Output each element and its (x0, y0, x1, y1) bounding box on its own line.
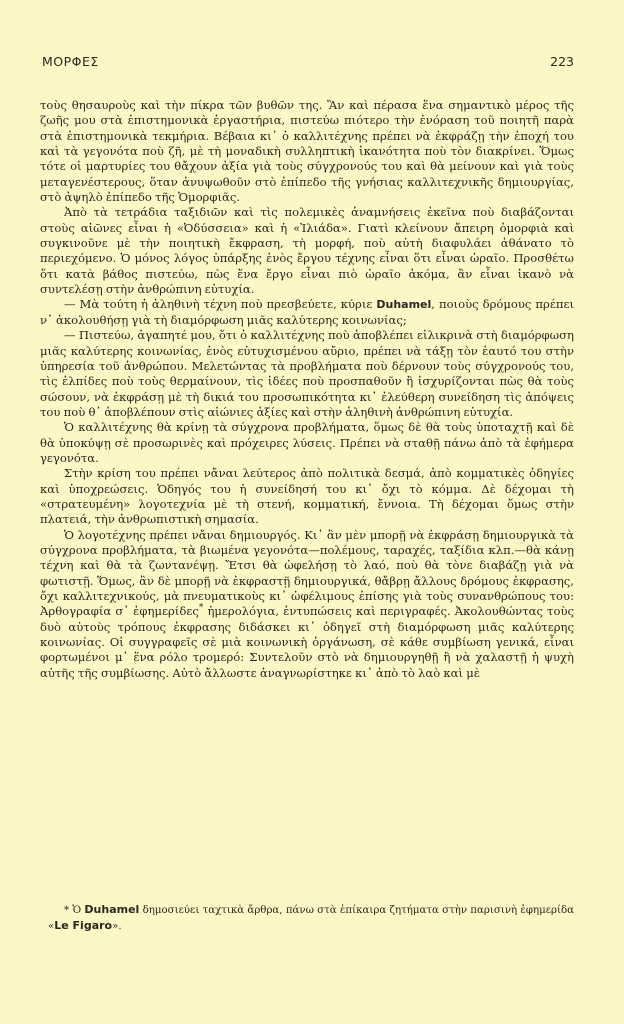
text-run: — Πιστεύω, ἀγαπητέ μου, ὅτι ὁ καλλιτέχνης ποὺ ἀποβλέπει εἰλικρινὰ στὴ διαμόρφωση μιᾶς καλύτερης κοινωνίας, ἑνὸς εὐτυχισμένου αὔριο, πρέπει νὰ τάξῃ τὸν ἑαυτό του στὴν ὑπηρεσία τοῦ ἀνθρώπου. Μελετώντας τὰ προβλήματα ποὺ δέρνουν τοὺς σύγχρονούς του, τὶς ἐλπίδες ποὺ τοὺς θερμαίνουν, τὶς ἰδέες ποὺ προσπαθοῦν ἢ ἰσχυρίζονται πὼς θὰ τοὺς σώσουν, νὰ ἐκφράσῃ μὲ τὴ δικιά του προσωπικότητα κι᾽ ἐλεύθερη συνείδηση τὶς ἀπόψεις του ποὺ θ᾽ ἀποβλέπουν στὶς αἰώνιες ἀξίες καὶ στὴν ἀληθινὴ ἀνθρώπινη εὐτυχία. (40, 328, 574, 419)
footnote-text (48, 902, 574, 934)
latin-name: Duhamel (84, 903, 140, 916)
footnote (48, 902, 574, 934)
text-run: ». (112, 921, 122, 932)
latin-name: Duhamel (376, 298, 432, 312)
running-header (42, 54, 582, 72)
paragraph (40, 328, 574, 420)
paragraph (40, 420, 574, 466)
paragraph (40, 297, 574, 328)
text-run: — Μὰ τούτη ἡ ἀληθινὴ τέχνη ποὺ πρεσβεύετε, κύριε (64, 297, 377, 312)
paragraph (40, 466, 574, 527)
footnote-reference: * (198, 603, 204, 614)
paragraph (40, 98, 574, 205)
body-text (40, 98, 574, 681)
running-title: ΜΟΡΦΕΣ (42, 54, 99, 69)
text-run: ἡμερολόγια, ἐντυπώσεις καὶ περιγραφές. Ἀκολουθώντας τοὺς δυὸ αὐτοὺς τρόπους ἐκφρασης διδάσκει κι᾽ ὁδηγεῖ στὴ διαμόρφωση μιᾶς καλύτερης κοινωνίας. Οἱ συγγραφεῖς σὲ μιὰ κοινωνικὴ ὀργάνωση, σὲ κάθε συμβίωση γενικά, εἶναι φορτωμένοι μ᾽ ἕνα ρόλο τρομερό: Συντελοῦν στὸ νὰ δημιουργηθῇ ἢ νὰ χαλαστῇ ἡ ψυχὴ αὐτῆς τῆς συμβίωσης. Αὐτὸ ἄλλωστε ἀναγνωρίστηκε κι᾽ ἀπὸ τὸ λαὸ καὶ μὲ (40, 604, 574, 680)
paragraph (40, 528, 574, 681)
text-run: Ὁ καλλιτέχνης θὰ κρίνῃ τὰ σύγχρονα προβλήματα, ὅμως δὲ θὰ τοὺς ὑποταχτῇ καὶ δὲ θὰ ὑποκύψῃ σὲ προσωρινὲς καὶ πρόχειρες λύσεις. Πρέπει νὰ σταθῇ πάνω ἀπὸ τὰ ἐφήμερα γεγονότα. (40, 420, 574, 465)
text-run: , ποιοὺς δρόμους πρέπει ν᾽ ἀκολουθήσῃ γιὰ τὴ διαμόρφωση μιᾶς καλύτερης κοινωνίας; (40, 297, 574, 327)
paragraph (40, 205, 574, 297)
text-run: Ὁ λογοτέχνης πρέπει νἄναι δημιουργός. Κι᾽ ἂν μὲν μπορῇ νὰ ἐκφράσῃ δημιουργικὰ τὰ σύγχρονα προβλήματα, τὰ βιωμένα γεγονότα—πολέμους, ταραχές, ταξίδια κλπ.—θὰ κάνῃ τέχνη καὶ θὰ τὰ ζωντανέψῃ. Ἔτσι θὰ ὠφελήσῃ τὸ λαό, ποὺ θὰ τὸνε διαβάζῃ γιὰ νὰ φωτιστῇ. Ὅμως, ἂν δὲ μπορῇ νὰ ἐκφραστῇ δημιουργικά, θἄβρῃ ἄλλους δρόμους ἐκφρασης, ὄχι καλλιτεχνικούς, μὰ πνευματικοὺς κι᾽ ὠφέλιμους ἐπίσης γιὰ τοὺς συνανθρώπους του: Ἀρθογραφία σ᾽ ἐφημερίδες (40, 527, 574, 619)
page-number: 223 (550, 54, 574, 69)
text-run: * Ὁ (64, 905, 85, 916)
text-run: Ἀπὸ τὰ τετράδια ταξιδιῶν καὶ τὶς πολεμικὲς ἀναμνήσεις ἐκεῖνα ποὺ διαβάζονται στοὺς αἰῶνες εἶναι ἡ «Ὀδύσσεια» καὶ ἡ «Ἰλιάδα». Γιατὶ κλείνουν ἄπειρη ὁμορφιὰ καὶ συγκινοῦνε μὲ τὴν ποιητικὴ ἔκφραση, τὴ μορφή, ποὺ αὐτὴ διαφυλάει ἀθάνατο τὸ περιεχόμενο. Ὁ μόνος λόγος ὑπάρξης ἑνὸς ἔργου τέχνης εἶναι ὅτι εἶναι ὡραῖο. Προσθέτω ὅτι κατὰ βάθος πιστεύω, πὼς ἕνα ἔργο εἶναι πιὸ ὡραῖο ἀκόμα, ἂν εἶναι ἱκανὸ νὰ συντελέσῃ στὴν ἀνθρώπινη εὐτυχία. (40, 205, 574, 297)
latin-name: Le Figaro (54, 919, 113, 932)
text-run: δημοσιεύει ταχτικὰ ἄρθρα, πάνω στὰ ἐπίκαιρα ζητήματα στὴν παρισινὴ ἐφημερίδα « (48, 905, 574, 932)
text-run: τοὺς θησαυροὺς καὶ τὴν πίκρα τῶν βυθῶν της. Ἂν καὶ πέρασα ἕνα σημαντικὸ μέρος τῆς ζωῆς μου στὰ ἐπιστημονικὰ ἐργαστήρια, πιστεύω πιότερο τὴν ἐνόραση τοῦ ποιητῆ παρὰ στὰ ἐπιστημονικὰ τεκμήρια. Βέβαια κι᾽ ὁ καλλιτέχνης πρέπει νὰ ἐκφράζῃ τὴν ἐποχή του καὶ τὰ γεγονότα ποὺ ζῆ, μὲ τὴ μοναδικὴ συλληπτικὴ ἱκανότητα ποὺ τὸν διακρίνει. Ὅμως τότε οἱ μαρτυρίες του θἄχουν ἀξία γιὰ τοὺς σύγχρονούς του καὶ θὰ μείνουν καὶ γιὰ τοὺς μεταγενέστερους, ὅταν ἀνυψωθοῦν στὸ ἐπίπεδο τῆς γνήσιας καλλιτεχνικῆς δημιουργίας, στὸ ἀψηλὸ ἐπίπεδο τῆς Ὁμορφιᾶς. (40, 98, 574, 205)
text-run: Στὴν κρίση του πρέπει νἄναι λεύτερος ἀπὸ πολιτικὰ δεσμά, ἀπὸ κομματικὲς ὁδηγίες καὶ ὑποχρεώσεις. Ὁδηγός του ἡ συνείδησή του κι᾽ ὄχι τὸ κόμμα. Δὲ δέχομαι τὴ «στρατευμένη» λογοτεχνία μὲ τὴ στενή, κομματική, ἔννοια. Τὴ δέχομαι ὅμως στὴν πλατειά, τὴν ἀνθρωπιστικὴ σημασία. (40, 466, 574, 527)
